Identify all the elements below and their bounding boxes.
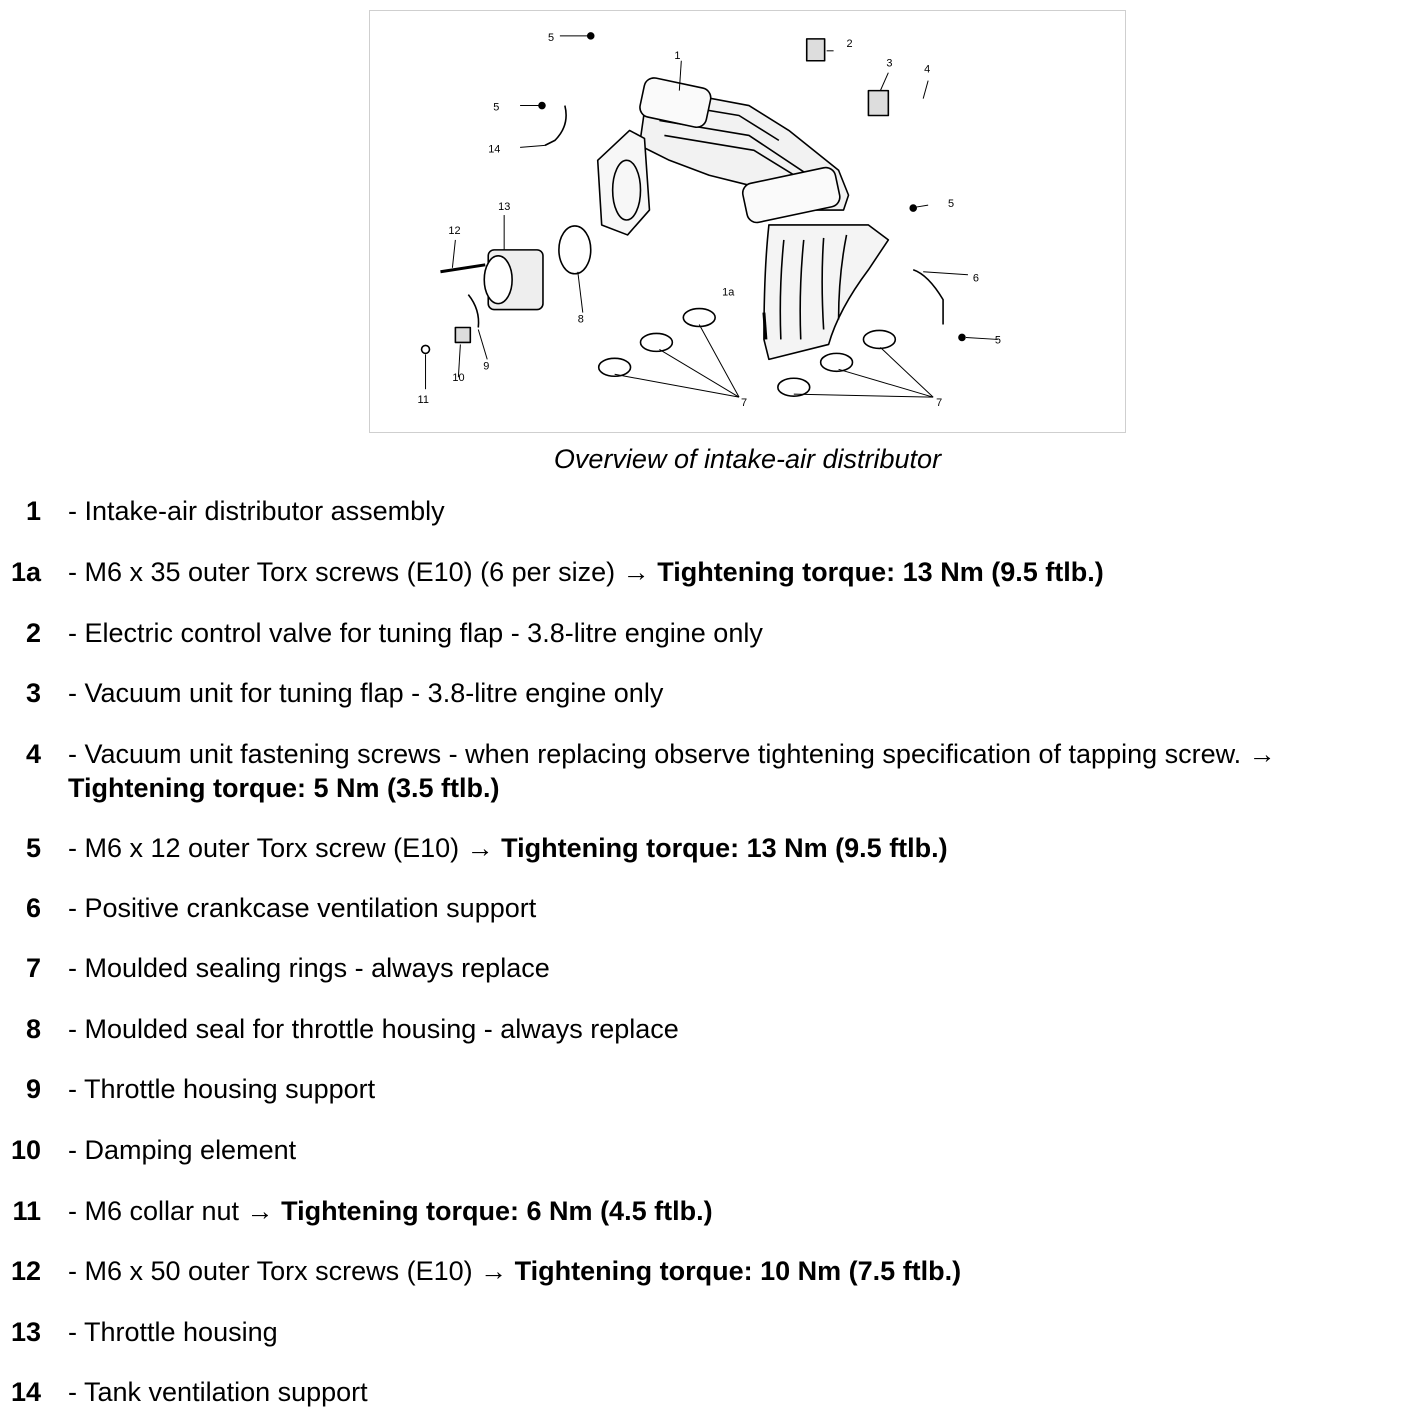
callout-label: 6 (972, 272, 980, 285)
callout-label: 12 (448, 224, 461, 237)
item-number: 9 (25, 1074, 41, 1104)
callout-label: 5 (948, 198, 955, 211)
item-number: 1 (25, 496, 41, 526)
item-number: 10 (10, 1135, 41, 1165)
item-description: - M6 x 35 outer Torx screws (E10) (6 per size) → Tightening torque: 13 Nm (9.5 ftlb.) (68, 557, 1104, 587)
item-number: 4 (25, 739, 41, 769)
intake-air-distributor-diagram (369, 10, 1126, 433)
torque-spec: Tightening torque: 6 Nm (4.5 ftlb.) (281, 1196, 713, 1226)
callout-label: 1a (722, 286, 735, 299)
torque-spec: Tightening torque: 13 Nm (9.5 ftlb.) (657, 557, 1104, 587)
callout-label: 13 (498, 201, 511, 214)
item-description: - Throttle housing (68, 1317, 278, 1347)
callout-label: 5 (994, 334, 1001, 347)
callout-label: 9 (483, 360, 490, 373)
item-description: - M6 collar nut → Tightening torque: 6 Nm (4.5 ftlb.) (68, 1196, 713, 1226)
callout-label: 7 (936, 397, 943, 410)
item-description: - Electric control valve for tuning flap - 3.8-litre engine only (68, 618, 763, 648)
item-number: 2 (25, 618, 41, 648)
torque-spec: Tightening torque: 10 Nm (7.5 ftlb.) (514, 1256, 962, 1286)
item-description: - M6 x 12 outer Torx screw (E10) → Tightening torque: 13 Nm (9.5 ftlb.) (68, 833, 948, 863)
item-description: - Moulded seal for throttle housing - always replace (68, 1014, 679, 1044)
item-description: - Tank ventilation support (68, 1377, 368, 1407)
item-number: 5 (25, 833, 41, 863)
callout-label: 5 (493, 101, 500, 114)
item-number: 3 (25, 678, 41, 708)
item-number: 12 (10, 1256, 41, 1286)
item-description: - Damping element (68, 1135, 297, 1165)
torque-spec: Tightening torque: 13 Nm (9.5 ftlb.) (501, 833, 948, 863)
callout-label: 7 (741, 397, 748, 410)
callout-label: 11 (417, 394, 429, 407)
callout-label: 4 (924, 63, 931, 76)
callout-label: 1 (674, 49, 681, 62)
item-number: 14 (10, 1377, 41, 1407)
item-number: 7 (25, 953, 41, 983)
item-number: 11 (12, 1196, 41, 1226)
callout-label: 3 (886, 57, 893, 70)
item-description: - M6 x 50 outer Torx screws (E10) → Tightening torque: 10 Nm (7.5 ftlb.) (68, 1256, 962, 1286)
exploded-view-drawing (370, 11, 1125, 432)
item-number: 13 (10, 1317, 41, 1347)
item-description: - Positive crankcase ventilation support (68, 893, 537, 923)
item-description: - Moulded sealing rings - always replace (68, 953, 550, 983)
callout-label: 5 (547, 31, 555, 44)
callout-label: 8 (577, 313, 584, 326)
callout-label: 14 (488, 143, 501, 156)
item-number: 8 (25, 1014, 41, 1044)
torque-spec: Tightening torque: 5 Nm (3.5 ftlb.) (68, 773, 500, 803)
callout-label: 2 (846, 37, 853, 50)
item-number: 6 (25, 893, 41, 923)
item-description: - Throttle housing support (68, 1074, 376, 1104)
item-description: - Vacuum unit for tuning flap - 3.8-litre engine only (68, 678, 664, 708)
figure-caption: Overview of intake-air distributor (553, 444, 942, 474)
callout-label: 10 (452, 372, 465, 385)
item-description: - Intake-air distributor assembly (68, 496, 445, 526)
item-number: 1a (10, 557, 41, 587)
item-description: - Vacuum unit fastening screws - when replacing observe tightening specification of tapping screw. → Tightening torque: 5 Nm (3.5 ftlb.) (68, 739, 1276, 803)
